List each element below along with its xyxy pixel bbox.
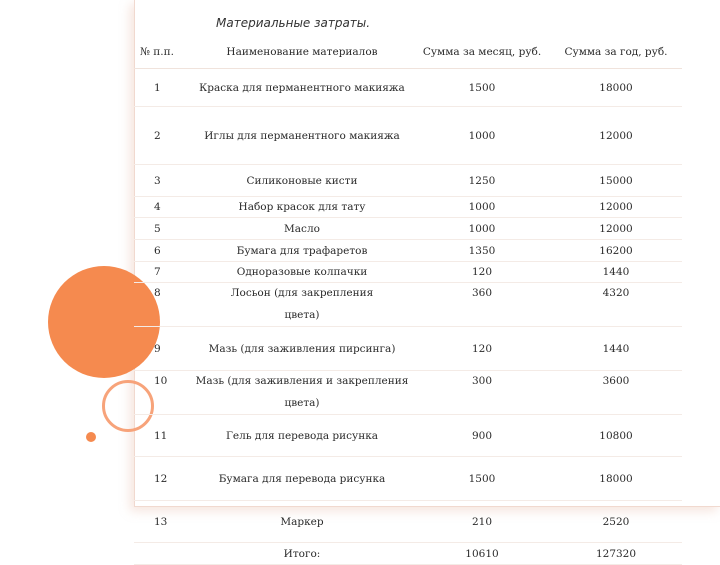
row-month: 1000 [414,218,550,240]
row-number: 12 [134,457,190,501]
row-year: 3600 [550,371,682,415]
row-year: 10800 [550,415,682,457]
total-month: 10610 [414,543,550,565]
row-month: 120 [414,327,550,371]
row-year: 1440 [550,327,682,371]
row-month: 120 [414,262,550,283]
row-name: Бумага для перевода рисунка [190,457,414,501]
row-month: 1350 [414,240,550,262]
row-month: 1500 [414,457,550,501]
row-name: Силиконовые кисти [190,165,414,197]
table-row [134,327,682,371]
row-year: 18000 [550,69,682,107]
table-row [134,415,682,457]
row-number: 7 [134,262,190,283]
row-month: 210 [414,501,550,543]
row-number: 2 [134,107,190,165]
header-name: Наименование материалов [190,36,414,69]
row-number: 4 [134,197,190,218]
table-row [134,262,682,283]
row-month: 1000 [414,107,550,165]
row-year: 12000 [550,197,682,218]
table-row [134,240,682,262]
row-number: 9 [134,327,190,371]
total-row [134,543,682,565]
row-month: 1000 [414,197,550,218]
row-year: 16200 [550,240,682,262]
row-name: Краска для перманентного макияжа [190,69,414,107]
header-year: Сумма за год, руб. [550,36,682,69]
row-name: Гель для перевода рисунка [190,415,414,457]
table-row [134,371,682,415]
header-number: № п.п. [134,36,190,69]
header-row [134,36,682,69]
row-name: Набор красок для тату [190,197,414,218]
row-year: 2520 [550,501,682,543]
row-number: 13 [134,501,190,543]
decorative-circle-small [86,432,96,442]
row-month: 360 [414,283,550,327]
table-row [134,107,682,165]
row-name: Бумага для трафаретов [190,240,414,262]
row-month: 300 [414,371,550,415]
total-label: Итого: [190,543,414,565]
row-name-line1: Лосьон (для закрепления [230,287,374,299]
table-row [134,218,682,240]
row-number: 3 [134,165,190,197]
total-empty-cell [134,543,190,565]
row-name-line2: цвета) [284,309,320,321]
row-number: 1 [134,69,190,107]
page-title: Материальные затраты. [216,16,371,30]
materials-table [134,36,682,565]
table-row [134,69,682,107]
row-name-line2: цвета) [284,397,320,409]
row-number: 8 [134,283,190,327]
row-year: 1440 [550,262,682,283]
row-name: Масло [190,218,414,240]
row-name: Одноразовые колпачки [190,262,414,283]
table-row [134,501,682,543]
row-name: Мазь (для заживления пирсинга) [190,327,414,371]
row-year: 15000 [550,165,682,197]
header-month: Сумма за месяц, руб. [414,36,550,69]
row-number: 6 [134,240,190,262]
table-row [134,283,682,327]
row-year: 12000 [550,218,682,240]
row-name [190,283,414,327]
row-year: 4320 [550,283,682,327]
row-name: Маркер [190,501,414,543]
row-number: 11 [134,415,190,457]
row-number: 5 [134,218,190,240]
row-month: 1500 [414,69,550,107]
row-name [190,371,414,415]
total-year: 127320 [550,543,682,565]
row-name: Иглы для перманентного макияжа [190,107,414,165]
row-month: 1250 [414,165,550,197]
table-row [134,197,682,218]
row-number: 10 [134,371,190,415]
table-row [134,457,682,501]
row-name-line1: Мазь (для заживления и закрепления [195,375,409,387]
row-month: 900 [414,415,550,457]
row-year: 12000 [550,107,682,165]
table-row [134,165,682,197]
row-year: 18000 [550,457,682,501]
